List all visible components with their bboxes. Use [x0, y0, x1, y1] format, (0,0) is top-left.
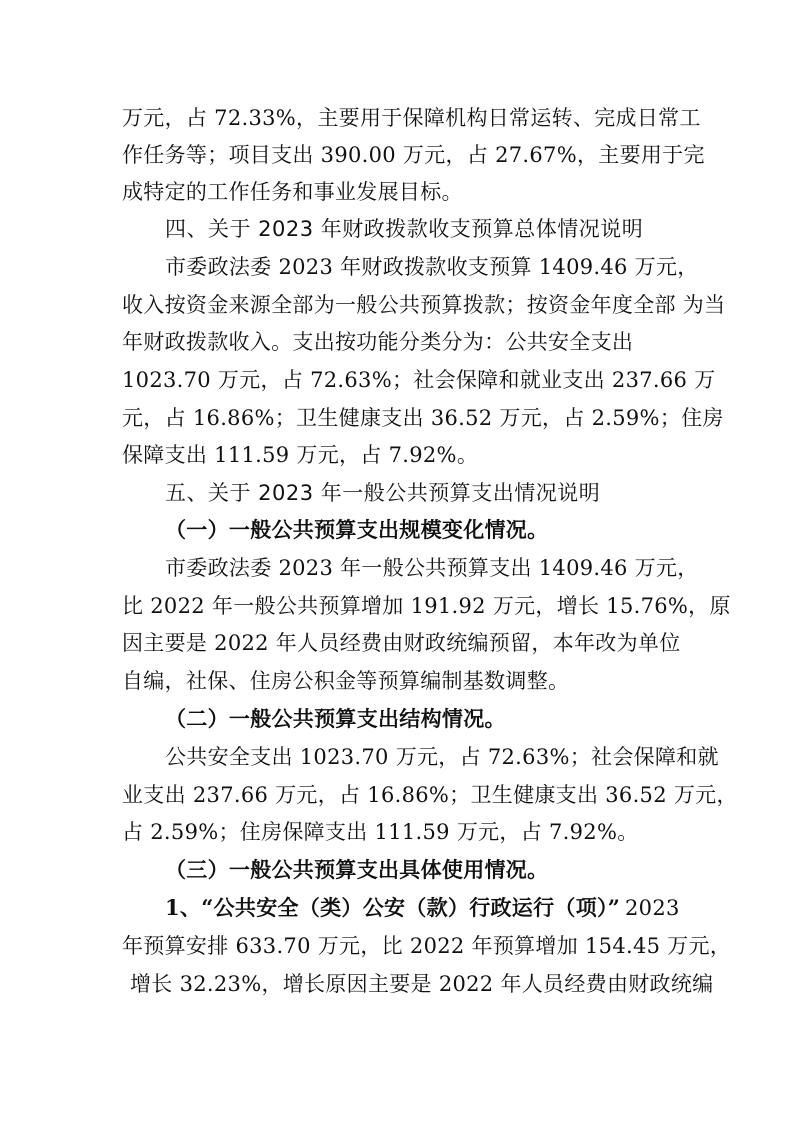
text-line-13: 市委政法委 2023 年一般公共预算支出 1409.46 万元， [165, 556, 699, 580]
item-heading-1: 1、“公共安全（类）公安（款）行政运行（项）” [165, 895, 621, 920]
subheading-3: （三）一般公共预算支出具体使用情况。 [165, 857, 549, 882]
text-line-24: 增长 32.23%，增长原因主要是 2022 年人员经费由财政统编 [130, 972, 714, 996]
text-line-15: 因主要是 2022 年人员经费由财政统编预留，本年改为单位 [122, 631, 681, 655]
item-year: 2023 [625, 896, 680, 920]
text-line-5: 市委政法委 2023 年财政拨款收支预算 1409.46 万元， [165, 255, 699, 279]
text-line-16: 自编，社保、住房公积金等预算编制基数调整。 [122, 669, 570, 693]
text-line-10: 保障支出 111.59 万元，占 7.92%。 [122, 443, 479, 467]
text-line-9: 元，占 16.86%；卫生健康支出 36.52 万元，占 2.59%；住房 [122, 406, 724, 430]
text-line-1: 万元，占 72.33%，主要用于保障机构日常运转、完成日常工 [122, 106, 701, 130]
text-line-14: 比 2022 年一般公共预算增加 191.92 万元，增长 15.76%，原 [122, 594, 731, 618]
text-line-7: 年财政拨款收入。支出按功能分类分为：公共安全支出 [122, 330, 634, 354]
section-heading-4: 四、关于 2023 年财政拨款收支预算总体情况说明 [165, 217, 644, 241]
text-line-3: 成特定的工作任务和事业发展目标。 [122, 180, 463, 204]
text-line-19: 业支出 237.66 万元，占 16.86%；卫生健康支出 36.52 万元， [122, 783, 738, 807]
section-heading-5: 五、关于 2023 年一般公共预算支出情况说明 [165, 481, 601, 505]
text-line-20: 占 2.59%；住房保障支出 111.59 万元，占 7.92%。 [122, 820, 639, 844]
text-line-18: 公共安全支出 1023.70 万元，占 72.63%；社会保障和就 [165, 745, 719, 769]
text-line-8: 1023.70 万元，占 72.63%；社会保障和就业支出 237.66 万 [122, 368, 716, 392]
text-line-2: 作任务等；项目支出 390.00 万元，占 27.67%，主要用于完 [122, 143, 705, 167]
subheading-2: （二）一般公共预算支出结构情况。 [165, 706, 506, 731]
text-line-23: 年预算安排 633.70 万元，比 2022 年预算增加 154.45 万元， [122, 934, 732, 958]
text-line-6: 收入按资金来源全部为一般公共预算拨款；按资金年度全部 为当 [122, 293, 726, 317]
subheading-1: （一）一般公共预算支出规模变化情况。 [165, 517, 549, 542]
